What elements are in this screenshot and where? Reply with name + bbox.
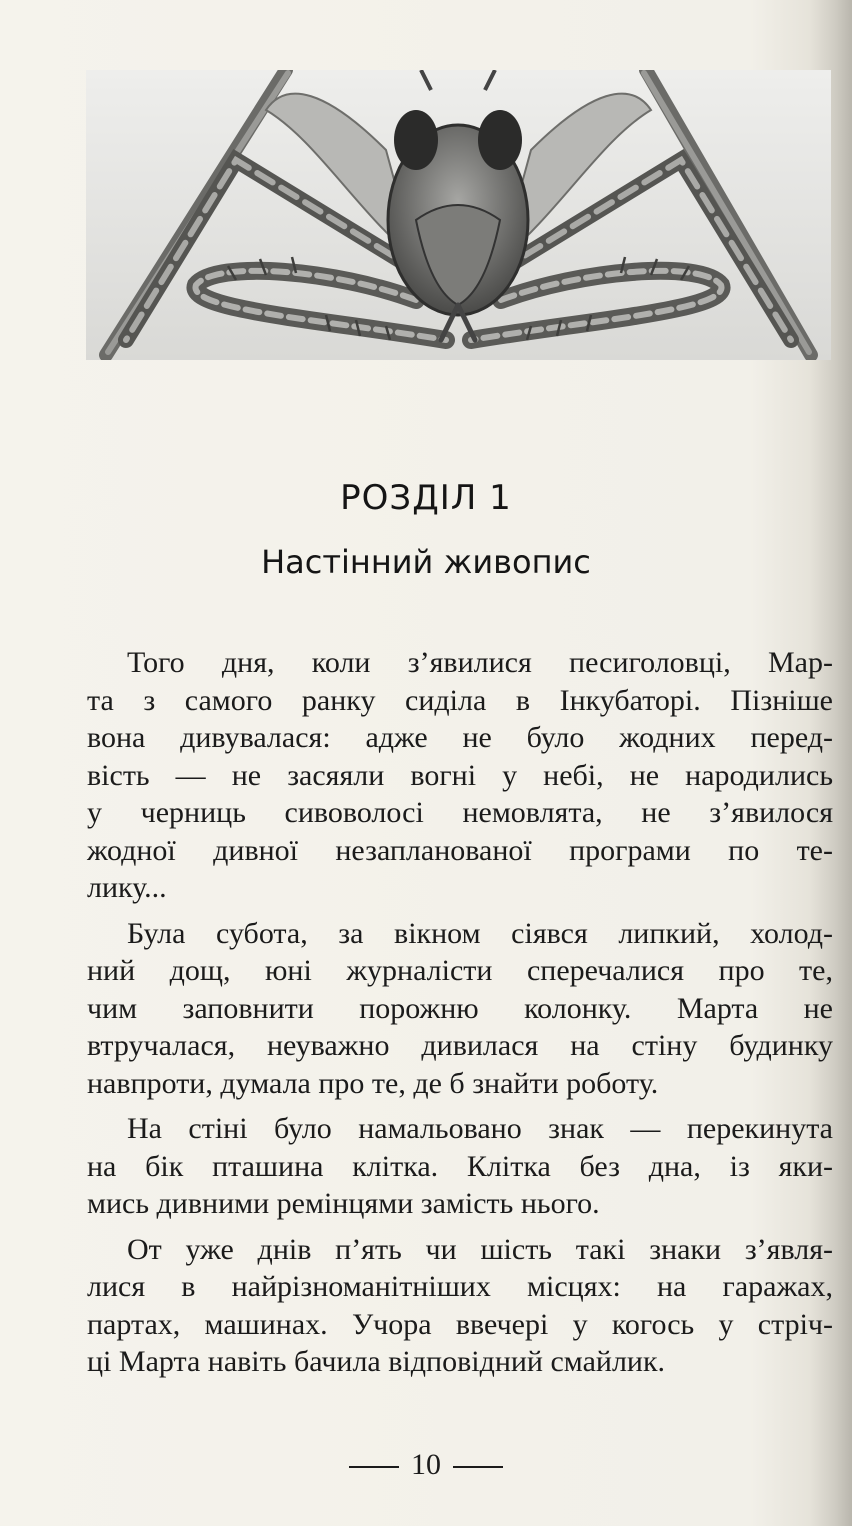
text-line: вона дивувалася: адже не було жодних перед- — [87, 721, 833, 754]
text-line: у черниць сивоволосі немовлята, не з’явилося — [87, 796, 833, 829]
paragraph — [87, 644, 833, 907]
dash-right — [453, 1466, 503, 1468]
dash-left — [349, 1466, 399, 1468]
text-line: мись дивними ремінцями замість нього. — [87, 1187, 600, 1220]
text-line: та з самого ранку сиділа в Інкубаторі. Пізніше — [87, 683, 833, 717]
page-number — [0, 1448, 852, 1482]
text-line: жодної дивної незапланованої програми по те- — [87, 833, 833, 867]
text-line: на бік пташина клітка. Клітка без дна, із яки- — [87, 1149, 833, 1183]
text-line: втручалася, неуважно дивилася на стіну будинку — [87, 1029, 833, 1062]
text-line: ці Марта навіть бачила відповідний смайлик. — [87, 1345, 666, 1378]
chapter-title: Настінний живопис — [261, 543, 591, 581]
text-line: вість — не засяяли вогні у небі, не народились — [87, 758, 833, 792]
text-line: партах, машинах. Учора ввечері у когось у стріч- — [87, 1307, 833, 1341]
grasshopper-illustration-icon — [86, 70, 831, 360]
paragraph — [87, 1231, 833, 1381]
text-line: чим заповнити порожню колонку. Марта не — [87, 991, 833, 1025]
text-line: Того дня, коли з’явилися песиголовці, Мар- — [127, 646, 833, 679]
paragraph — [87, 1110, 833, 1223]
chapter-body — [87, 644, 833, 1381]
text-line: От уже днів п’ять чи шість такі знаки з’явля- — [127, 1232, 833, 1266]
text-line: лику... — [87, 871, 167, 904]
text-line: На стіні було намальовано знак — перекинута — [127, 1112, 833, 1145]
chapter-number: РОЗДІЛ 1 — [340, 478, 512, 518]
page-number-value: 10 — [411, 1448, 441, 1481]
paragraph — [87, 915, 833, 1103]
text-line: ний дощ, юні журналісти сперечалися про те, — [87, 954, 833, 987]
text-line: лися в найрізноманітніших місцях: на гаражах, — [87, 1270, 833, 1303]
text-line: Була субота, за вікном сіявся липкий, холод- — [127, 916, 833, 950]
text-line: навпроти, думала про те, де б знайти роботу. — [87, 1066, 659, 1100]
